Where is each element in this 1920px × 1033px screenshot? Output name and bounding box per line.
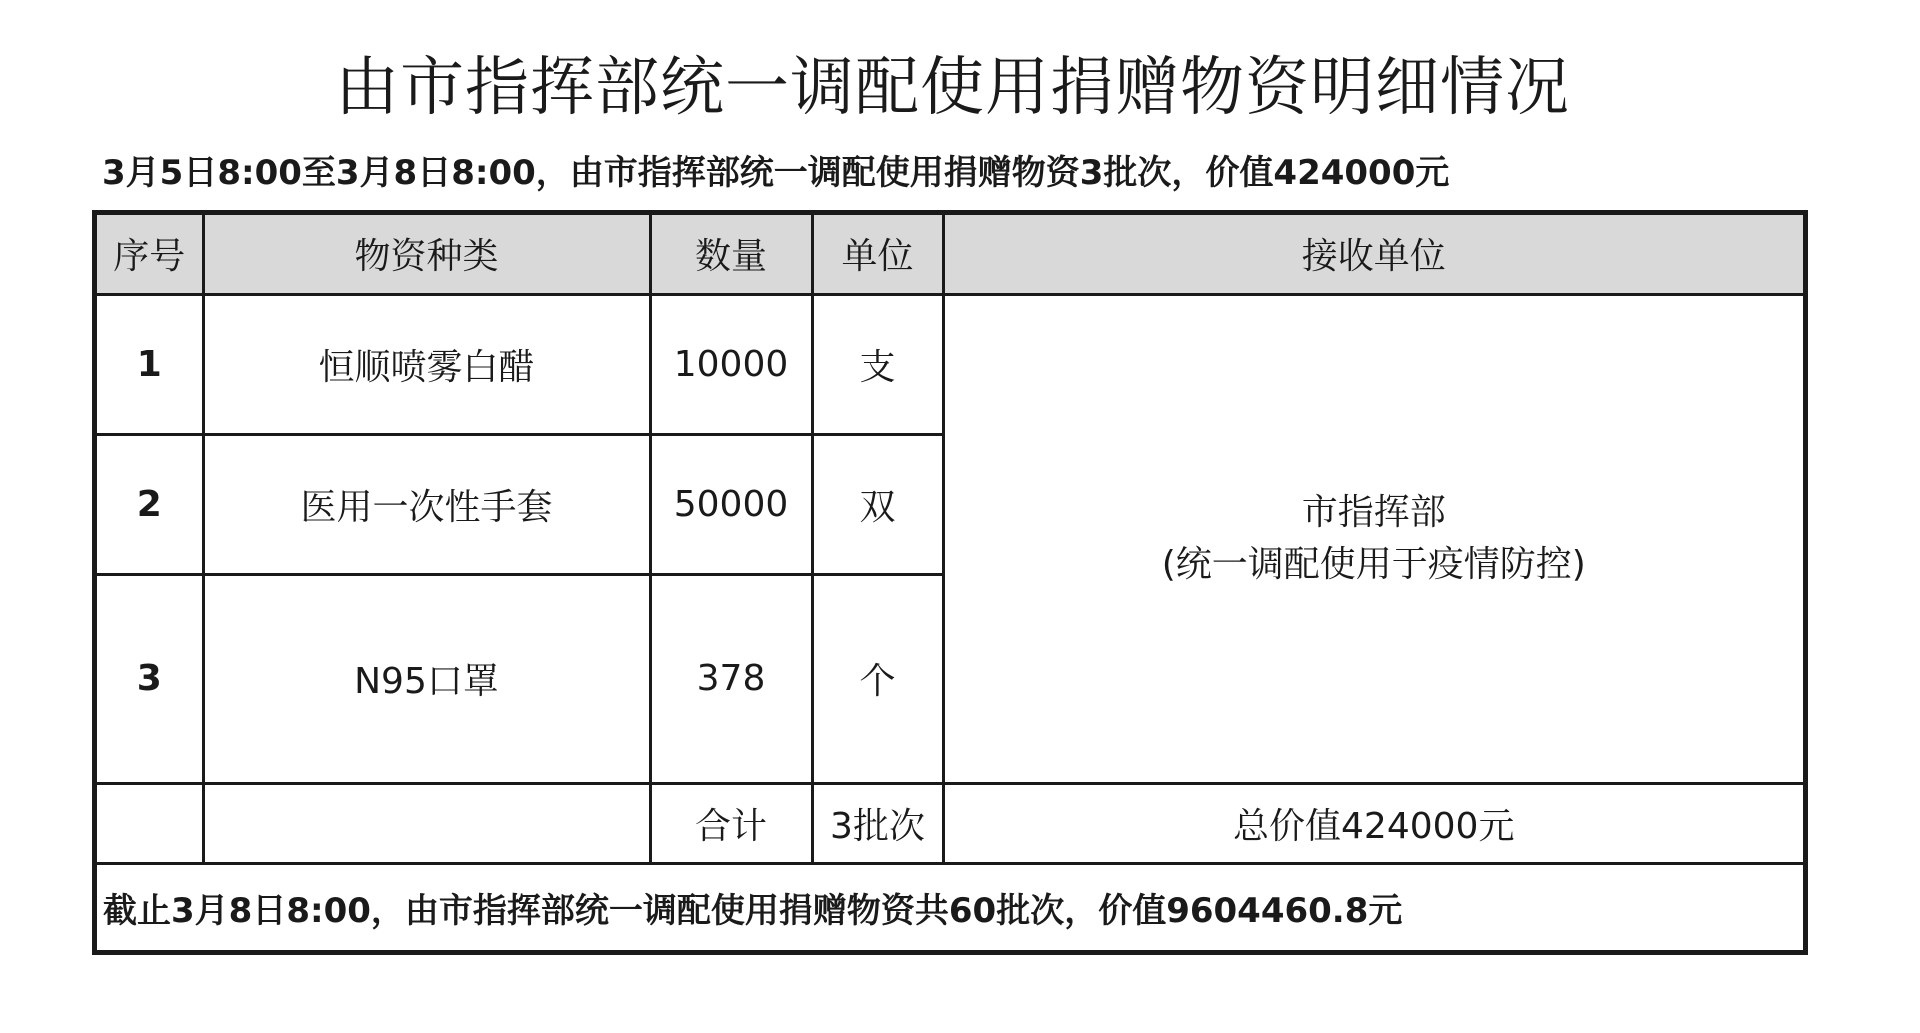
header-unit: 单位 bbox=[812, 215, 943, 294]
receiver-cell bbox=[943, 294, 1803, 783]
donation-table-frame bbox=[92, 210, 1808, 955]
row-qty: 50000 bbox=[650, 434, 812, 574]
row-unit: 双 bbox=[812, 434, 943, 574]
row-seq: 1 bbox=[97, 294, 203, 434]
row-seq: 3 bbox=[97, 574, 203, 783]
page-title: 由市指挥部统一调配使用捐赠物资明细情况 bbox=[335, 51, 1570, 125]
receiver-name: 市指挥部 bbox=[1301, 491, 1446, 533]
total-empty-item bbox=[203, 783, 650, 863]
row-item: N95口罩 bbox=[203, 574, 650, 783]
total-row bbox=[97, 783, 1803, 863]
footer-row bbox=[97, 863, 1803, 950]
header-seq: 序号 bbox=[97, 215, 203, 294]
donation-table bbox=[97, 215, 1803, 950]
table-row bbox=[97, 294, 1803, 434]
row-item: 医用一次性手套 bbox=[203, 434, 650, 574]
receiver-note: (统一调配使用于疫情防控) bbox=[1161, 543, 1586, 585]
header-receiver: 接收单位 bbox=[943, 215, 1803, 294]
total-batches: 3批次 bbox=[812, 783, 943, 863]
total-empty-seq bbox=[97, 783, 203, 863]
row-qty: 378 bbox=[650, 574, 812, 783]
table-header-row bbox=[97, 215, 1803, 294]
row-item: 恒顺喷雾白醋 bbox=[203, 294, 650, 434]
subtitle-summary: 3月5日8:00至3月8日8:00，由市指挥部统一调配使用捐赠物资3批次，价值424000元 bbox=[102, 153, 1450, 193]
row-qty: 10000 bbox=[650, 294, 812, 434]
header-item: 物资种类 bbox=[203, 215, 650, 294]
row-unit: 个 bbox=[812, 574, 943, 783]
row-seq: 2 bbox=[97, 434, 203, 574]
total-value: 总价值424000元 bbox=[943, 783, 1803, 863]
row-unit: 支 bbox=[812, 294, 943, 434]
header-qty: 数量 bbox=[650, 215, 812, 294]
total-label: 合计 bbox=[650, 783, 812, 863]
footer-summary: 截止3月8日8:00，由市指挥部统一调配使用捐赠物资共60批次，价值9604460.8元 bbox=[97, 863, 1803, 950]
